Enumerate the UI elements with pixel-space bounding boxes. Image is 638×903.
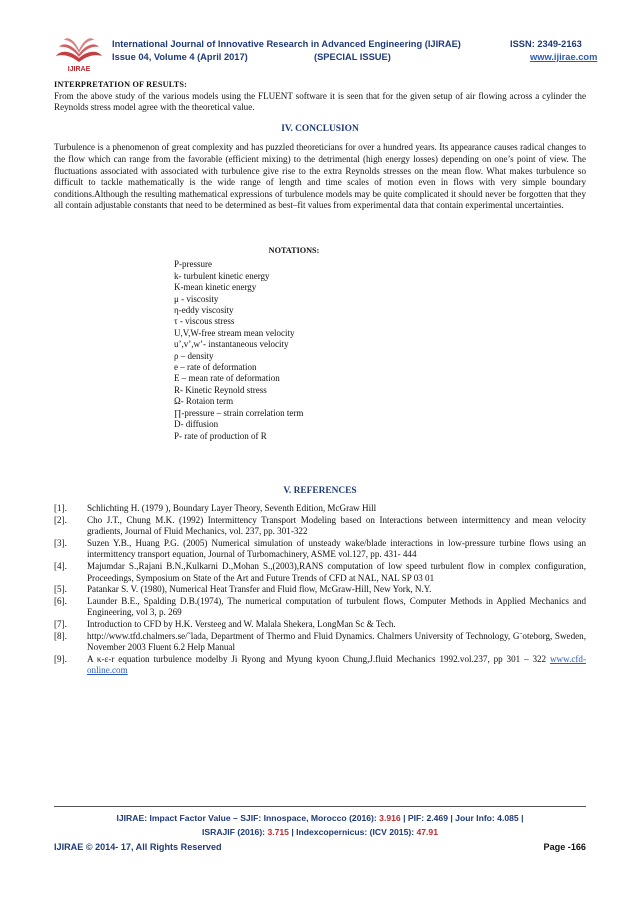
conclusion-title: IV. CONCLUSION (281, 123, 359, 134)
reference-text: http://www.tfd.chalmers.se/˜lada, Department of Thermo and Fluid Dynamics. Chalmers University of Technology, G¨oteborg, Sweden, November 2003 Fluent 6.2 Help Manual (87, 630, 586, 653)
references-title: V. REFERENCES (283, 486, 357, 496)
copyright-text: IJIRAE © 2014- 17, All Rights Reserved (54, 842, 222, 852)
notation-item: P-pressure (174, 259, 212, 270)
notation-item: Ω- Rotaion term (174, 396, 234, 407)
footer-metrics-line1: IJIRAE: Impact Factor Value – SJIF: Innospace, Morocco (2016): 3.916 | PIF: 2.469 | Jour Info: 4.085 | (116, 813, 524, 823)
page-number: Page -166 (543, 842, 586, 852)
reference-text: Majumdar S.,Rajani B.N.,Kulkarni D.,Mohan S.,(2003),RANS computation of low speed turbulent flow in complex configuration, Proceedings, Symposium on State of the Art and Future Trends of CFD at NAL, NAL SP 03 01 (87, 560, 586, 583)
notation-item: E – mean rate of deformation (174, 373, 280, 384)
footer-divider (54, 806, 586, 807)
interpretation-text: From the above study of the various models using the FLUENT software it is seen that for the given setup of air flowing across a cylinder the Reynolds stress model agree with the theoretical value. (54, 90, 586, 113)
reference-item (54, 631, 586, 654)
footer-metrics (54, 811, 586, 839)
conclusion-text: Turbulence is a phenomenon of great complexity and has puzzled theoreticians for over a hundred years. Its appearance causes radical changes to the flow which can range from the favorable (efficient mixing) to the detrimental (high energy losses) depending on one’s point of view. The fluctuations associated with associated with turbulence give rise to the extra Reynolds stresses on the mean flow. What makes turbulence so difficult to tackle mathematically is the wide range of length and time scales of motion even in flows with very simple boundary conditions.Although the resulting mathematical expressions of turbulence models may be quite complicated it should never be forgotten that they all contain adjustable constants that need to be determined as best–fit values from experimental data that contain experimental uncertainties. (54, 142, 586, 211)
reference-item (54, 503, 586, 515)
notation-item: ρ – density (174, 350, 214, 361)
reference-item (54, 596, 586, 619)
notation-item: R- Kinetic Reynold stress (174, 384, 267, 395)
main-content (54, 79, 586, 212)
notation-item: ∏-pressure – strain correlation term (174, 407, 304, 418)
reference-item (54, 538, 586, 561)
footer-bottom (54, 842, 586, 852)
notation-item: U,V,W-free stream mean velocity (174, 327, 295, 338)
notation-item: τ - viscous stress (174, 316, 235, 327)
reference-text: A κ-ε-r equation turbulence modelby Ji Ryong and Myung kyoon Chung,J.fluid Mechanics 1992.vol.237, pp 301 – 322 (87, 653, 550, 664)
notation-item: e – rate of deformation (174, 362, 257, 373)
notation-item: K-mean kinetic energy (174, 282, 257, 293)
journal-header (54, 28, 598, 76)
notations-list (174, 259, 434, 442)
references-list (54, 503, 586, 677)
reference-text: Patankar S. V. (1980), Numerical Heat Transfer and Fluid flow, McGraw-Hill, New York, N.Y. (87, 584, 432, 595)
reference-text: Schlichting H. (1979 ), Boundary Layer Theory, Seventh Edition, McGraw Hill (87, 503, 377, 513)
reference-number: [6]. (54, 595, 67, 606)
reference-item (54, 561, 586, 584)
reference-number: [3]. (54, 537, 67, 548)
issue-line (112, 52, 598, 62)
journal-title-text: International Journal of Innovative Research in Advanced Engineering (IJIRAE) (112, 39, 461, 49)
interpretation-heading: INTERPRETATION OF RESULTS: (54, 80, 188, 89)
issn: ISSN: 2349-2163 (510, 39, 582, 49)
reference-number: [2]. (54, 514, 67, 525)
notation-item: u’,v’,w’- instantaneous velocity (174, 339, 289, 350)
reference-number: [4]. (54, 560, 67, 571)
reference-number: [8]. (54, 630, 67, 641)
reference-number: [1]. (54, 503, 67, 513)
journal-title (112, 39, 582, 49)
reference-item (54, 619, 586, 631)
notation-item: μ - viscosity (174, 293, 219, 304)
notation-item: η-eddy viscosity (174, 305, 234, 316)
website-link[interactable]: www.ijirae.com (530, 52, 598, 62)
reference-number: [7]. (54, 618, 67, 629)
notations-block (174, 245, 434, 442)
reference-item (54, 654, 586, 677)
notation-item: D- diffusion (174, 419, 219, 430)
reference-number: [5]. (54, 584, 67, 595)
special-issue: (SPECIAL ISSUE) (314, 52, 391, 62)
notations-title: NOTATIONS: (268, 246, 320, 255)
issue-text: Issue 04, Volume 4 (April 2017) (112, 52, 248, 62)
reference-number: [9]. (54, 653, 67, 664)
reference-text: Launder B.E., Spalding D.B.(1974), The numerical computation of turbulent flows, Computer Methods in Applied Mechanics and Engineering, vol 3, p. 269 (87, 595, 586, 618)
reference-text: Cho J.T., Chung M.K. (1992) Intermittency Transport Modeling based on Interactions between intermittency and mean velocity gradients, Journal of Fluid Mechanics, vol. 237, pp. 301-322 (87, 514, 586, 537)
reference-item (54, 584, 586, 596)
notation-item: P- rate of production of R (174, 430, 267, 441)
notation-item: k- turbulent kinetic energy (174, 270, 270, 281)
reference-link[interactable]: www.cfd-online.com (87, 653, 586, 676)
logo-text: IJIRAE (67, 66, 91, 73)
journal-logo-icon (54, 28, 104, 74)
footer-metrics-line2: ISRAJIF (2016): 3.715 | Indexcopernicus: (ICV 2015): 47.91 (202, 827, 438, 837)
reference-text: Suzen Y.B., Huang P.G. (2005) Numerical simulation of unsteady wake/blade interactions in low-pressure turbine flows using an intermittency transport equation, Journal of Turbomachinery, ASME vol.127, pp. 431- 444 (87, 537, 586, 560)
reference-text: Introduction to CFD by H.K. Versteeg and W. Malala Shekera, LongMan Sc & Tech. (87, 618, 396, 629)
reference-item (54, 515, 586, 538)
